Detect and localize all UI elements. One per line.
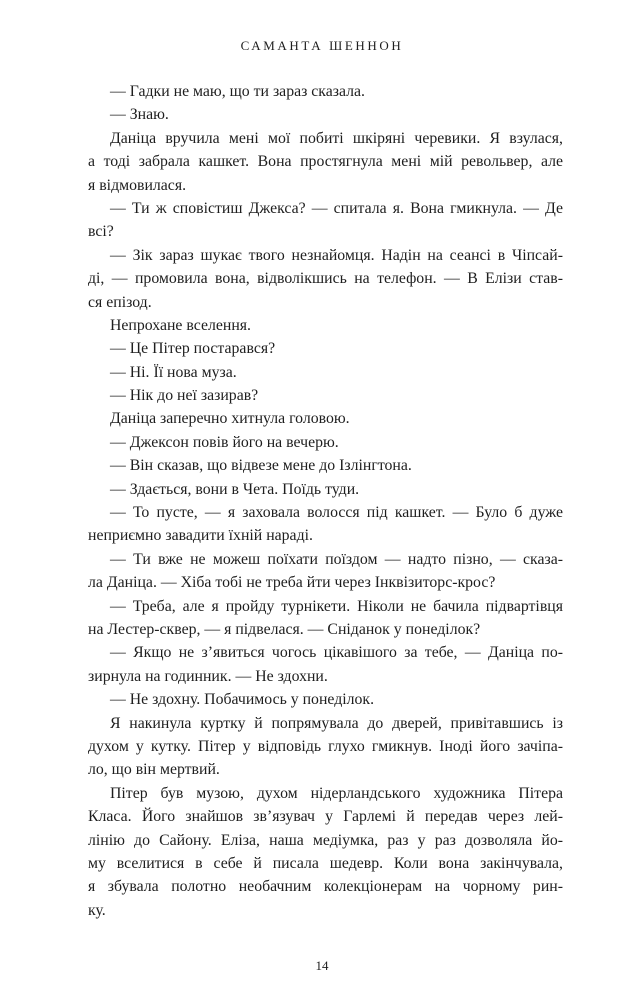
text-line: — Треба, але я пройду турнікети. Ніколи не бачила підвартівця [110, 597, 563, 615]
text-line: — Ти ж сповістиш Джекса? — спитала я. Вона гмикнула. — Де [110, 199, 563, 217]
text-line: — Він сказав, що відвезе мене до Ізлінгтона. [110, 457, 412, 475]
text-line: — Здається, вони в Чета. Поїдь туди. [110, 480, 360, 498]
text-line: Класа. Його знайшов зв’язувач у Гарлемі й передав через лей- [88, 808, 563, 826]
text-line: — Ти вже не можеш поїхати поїздом — надто пізно, — сказа- [110, 550, 563, 568]
text-line: всі? [88, 223, 114, 241]
text-line: — Нік до неї зазирав? [110, 387, 259, 405]
text-line: ла Даніца. — Хіба тобі не треба йти через Інквізиторс-крос? [88, 574, 496, 592]
text-line: — Зік зараз шукає твого незнайомця. Надін на сеансі в Чіпсай- [110, 246, 563, 264]
text-line: я збувала полотно необачним колекціонерам на чорному рин- [88, 878, 563, 896]
text-line: духом у кутку. Пітер у відповідь глухо гмикнув. Іноді його зачіпа- [88, 737, 563, 755]
text-line: ді, — промовила вона, відволікшись на телефон. — В Елізи став- [88, 270, 563, 288]
page-number: 14 [315, 958, 329, 973]
running-head-title: САМАНТА ШЕННОН [240, 38, 404, 53]
text-line: Непрохане вселення. [110, 316, 251, 334]
text-line: Даніца заперечно хитнула головою. [110, 410, 350, 428]
text-line: му вселитися в себе й писала шедевр. Коли вона закінчувала, [88, 854, 563, 872]
text-line: ло, що він мертвий. [88, 761, 220, 779]
text-line: — То пусте, — я заховала волосся під кашкет. — Було б дуже [110, 504, 563, 522]
text-line: — Знаю. [110, 106, 169, 124]
text-line: Пітер був музою, духом нідерландського художника Пітера [110, 784, 563, 802]
text-line: а тоді забрала кашкет. Вона простягнула мені мій револьвер, але [88, 153, 563, 171]
text-line: — Джексон повів його на вечерю. [110, 433, 339, 451]
text-line: — Ні. Її нова муза. [110, 363, 237, 381]
text-line: ся епізод. [88, 293, 152, 311]
text-line: зирнула на годинник. — Не здохни. [88, 667, 328, 685]
text-line: — Не здохну. Побачимось у понеділок. [110, 691, 375, 709]
text-line: ку. [88, 901, 106, 919]
text-line: — Це Пітер постарався? [110, 340, 276, 358]
text-line: — Гадки не маю, що ти зараз сказала. [110, 83, 365, 100]
body-text [88, 80, 563, 922]
text-line: Я накинула куртку й попрямувала до дверей, привітавшись із [110, 714, 563, 732]
text-line: — Якщо не з’явиться чогось цікавішого за тебе, — Даніца по- [110, 644, 563, 662]
text-line: лінію до Сайону. Еліза, наша медіумка, раз у раз дозволяла йо- [88, 831, 563, 849]
text-line: неприємно завадити їхній нараді. [88, 527, 313, 545]
text-line: я відмовилася. [88, 176, 187, 194]
text-line: на Лестер-сквер, — я підвелася. — Сніданок у понеділок? [88, 620, 481, 638]
text-line: Даніца вручила мені мої побиті шкіряні черевики. Я взулася, [110, 129, 563, 147]
